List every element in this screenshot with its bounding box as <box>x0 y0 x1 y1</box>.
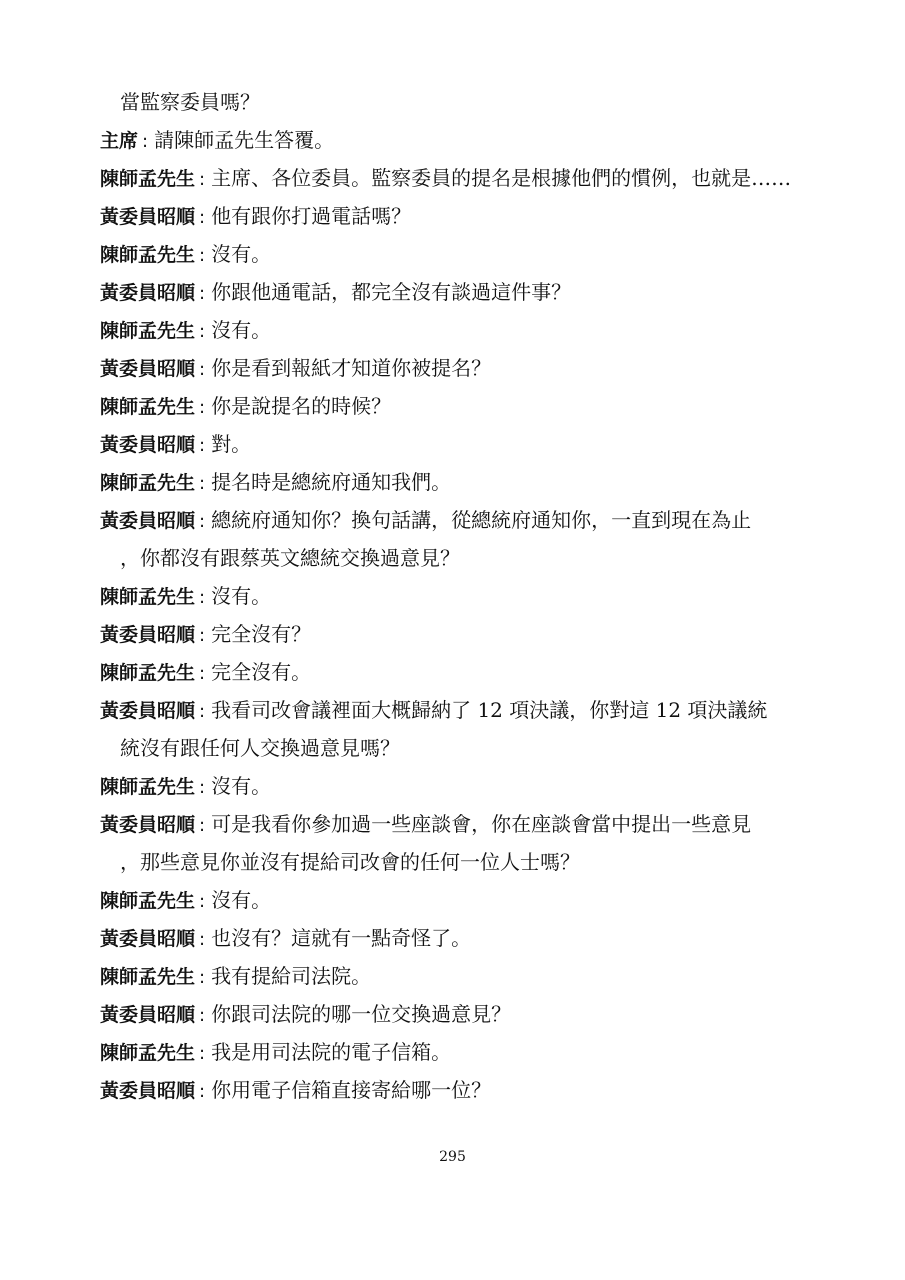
transcript-turn <box>100 658 812 688</box>
speech-text: 完全沒有。 <box>211 660 312 684</box>
transcript-turn <box>100 810 812 840</box>
speech-text: 主席、各位委員。監察委員的提名是根據他們的慣例，也就是…… <box>211 166 792 190</box>
separator: : <box>199 511 206 532</box>
separator: : <box>199 891 206 912</box>
speech-text: 他有跟你打過電話嗎？ <box>211 204 412 228</box>
speech-text-continuation: ，那些意見你並沒有提給司改會的任何一位人士嗎？ <box>120 850 580 874</box>
transcript-turn <box>100 924 812 954</box>
speech-text: 沒有。 <box>211 242 272 266</box>
speaker-name: 黃委員昭順 <box>100 358 196 380</box>
separator: : <box>199 701 206 722</box>
speech-text: 提名時是總統府通知我們。 <box>211 470 452 494</box>
speech-text: 沒有。 <box>211 774 272 798</box>
speech-text: 你用電子信箱直接寄給哪一位？ <box>211 1078 492 1102</box>
speech-text: 請陳師孟先生答覆。 <box>154 128 335 152</box>
speaker-name: 黃委員昭順 <box>100 1004 196 1026</box>
speech-text: 我是用司法院的電子信箱。 <box>211 1040 452 1064</box>
speaker-name: 陳師孟先生 <box>100 1042 196 1064</box>
speech-text: 你跟司法院的哪一位交換過意見？ <box>211 1002 512 1026</box>
speaker-name: 陳師孟先生 <box>100 662 196 684</box>
transcript-turn <box>100 240 812 270</box>
speaker-name: 黃委員昭順 <box>100 928 196 950</box>
speaker-name: 黃委員昭順 <box>100 434 196 456</box>
separator: : <box>199 207 206 228</box>
transcript-turn <box>100 468 812 498</box>
transcript-turn <box>100 126 812 156</box>
speaker-name: 陳師孟先生 <box>100 776 196 798</box>
transcript-turn <box>100 392 812 422</box>
transcript-turn <box>100 620 812 650</box>
transcript-turn <box>100 582 812 612</box>
transcript-turn <box>100 202 812 232</box>
continuation-text: 當監察委員嗎？ <box>120 90 260 114</box>
separator: : <box>199 777 206 798</box>
speech-text: 也沒有？這就有一點奇怪了。 <box>211 926 472 950</box>
transcript-turn <box>100 278 812 308</box>
separator: : <box>199 321 206 342</box>
speech-text: 對。 <box>211 432 252 456</box>
speech-text: 你是看到報紙才知道你被提名？ <box>211 356 492 380</box>
speaker-name: 陳師孟先生 <box>100 320 196 342</box>
separator: : <box>199 397 206 418</box>
separator: : <box>199 169 206 190</box>
speaker-name: 陳師孟先生 <box>100 168 196 190</box>
transcript-turn <box>100 962 812 992</box>
speech-text: 你跟他通電話，都完全沒有談過這件事？ <box>211 280 572 304</box>
separator: : <box>199 815 206 836</box>
separator: : <box>199 663 206 684</box>
speaker-name: 黃委員昭順 <box>100 624 196 646</box>
transcript-turn <box>100 1076 812 1106</box>
transcript-turn <box>100 772 812 802</box>
speaker-name: 黃委員昭順 <box>100 282 196 304</box>
speech-text: 完全沒有？ <box>211 622 312 646</box>
separator: : <box>199 1081 206 1102</box>
transcript-turn <box>100 164 812 194</box>
speech-text-continuation: 統沒有跟任何人交換過意見嗎？ <box>120 736 400 760</box>
speech-text: 沒有。 <box>211 888 272 912</box>
separator: : <box>199 435 206 456</box>
transcript-turn <box>100 1000 812 1030</box>
separator: : <box>199 1005 206 1026</box>
separator: : <box>142 131 149 152</box>
separator: : <box>199 359 206 380</box>
separator: : <box>199 473 206 494</box>
speaker-name: 黃委員昭順 <box>100 700 196 722</box>
separator: : <box>199 625 206 646</box>
speaker-name: 黃委員昭順 <box>100 1080 196 1102</box>
speaker-name: 陳師孟先生 <box>100 244 196 266</box>
separator: : <box>199 929 206 950</box>
speaker-name: 陳師孟先生 <box>100 586 196 608</box>
speech-text: 沒有。 <box>211 584 272 608</box>
speech-text: 我看司改會議裡面大概歸納了 12 項決議，你對這 12 項決議統 <box>211 698 768 722</box>
speaker-name: 陳師孟先生 <box>100 966 196 988</box>
page-number: 295 <box>439 1149 466 1165</box>
speaker-name: 陳師孟先生 <box>100 890 196 912</box>
speaker-name: 陳師孟先生 <box>100 396 196 418</box>
speaker-name: 黃委員昭順 <box>100 814 196 836</box>
transcript-turn <box>100 1038 812 1068</box>
speech-text: 總統府通知你？換句話講，從總統府通知你，一直到現在為止 <box>211 508 752 532</box>
separator: : <box>199 1043 206 1064</box>
separator: : <box>199 245 206 266</box>
speech-text: 沒有。 <box>211 318 272 342</box>
speech-text: 我有提給司法院。 <box>211 964 372 988</box>
transcript-turn <box>100 696 812 726</box>
transcript-turn <box>100 354 812 384</box>
speaker-name: 黃委員昭順 <box>100 206 196 228</box>
separator: : <box>199 587 206 608</box>
speaker-name: 黃委員昭順 <box>100 510 196 532</box>
speech-text: 可是我看你參加過一些座談會，你在座談會當中提出一些意見 <box>211 812 752 836</box>
speaker-name: 主席 <box>100 130 139 152</box>
separator: : <box>199 283 206 304</box>
transcript-turn <box>100 506 812 536</box>
speaker-name: 陳師孟先生 <box>100 472 196 494</box>
speech-text: 你是說提名的時候？ <box>211 394 392 418</box>
transcript-turn <box>100 430 812 460</box>
transcript-turn <box>100 316 812 346</box>
speech-text-continuation: ，你都沒有跟蔡英文總統交換過意見？ <box>120 546 460 570</box>
separator: : <box>199 967 206 988</box>
transcript-turn <box>100 886 812 916</box>
